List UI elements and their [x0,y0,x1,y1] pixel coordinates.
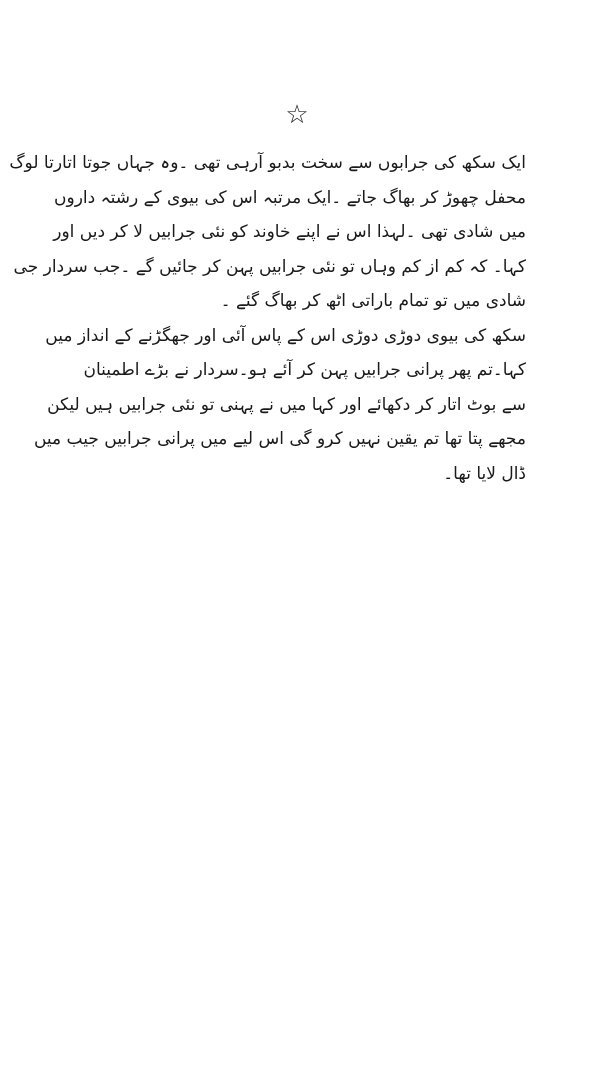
star-ornament-icon: ☆ [285,100,309,130]
text-line: محفل چھوڑ کر بھاگ جاتے ۔ایک مرتبہ اس کی بیوی کے رشتہ داروں [54,187,526,208]
paragraph-2 [33,319,526,492]
text-line: سکھ کی بیوی دوڑی دوڑی اس کے پاس آئی اور جھگڑنے کے انداز میں [45,325,526,346]
text-line: میں شادی تھی ۔لہذا اس نے اپنے خاوند کو نئی جرابیں لا کر دیں اور [53,222,526,242]
text-line: کہا۔ کہ کم از کم وہاں تو نئی جرابیں پہن کر جائیں گے ۔جب سردار جی [13,256,526,277]
text-line: ایک سکھ کی جرابوں سے سخت بدبو آرہی تھی ۔وہ جہاں جوتا اتارتا لوگ [9,153,526,173]
text-line: ڈال لایا تھا۔ [443,463,526,484]
text-line: سے بوٹ اتار کر دکھائے اور کہا میں نے پہنی تو نئی جرابیں ہیں لیکن [47,394,526,415]
text-line: کہا۔تم پھر پرانی جرابیں پہن کر آئے ہو۔سردار نے بڑے اطمینان [83,360,526,380]
paragraph-1 [9,146,526,319]
text-line: مجھے پتا تھا تم یقین نہیں کرو گی اس لیے میں پرانی جرابیں جیب میں [33,429,526,449]
text-line: شادی میں تو تمام باراتی اٹھ کر بھاگ گئے ۔ [220,291,526,311]
story-text [9,146,526,491]
